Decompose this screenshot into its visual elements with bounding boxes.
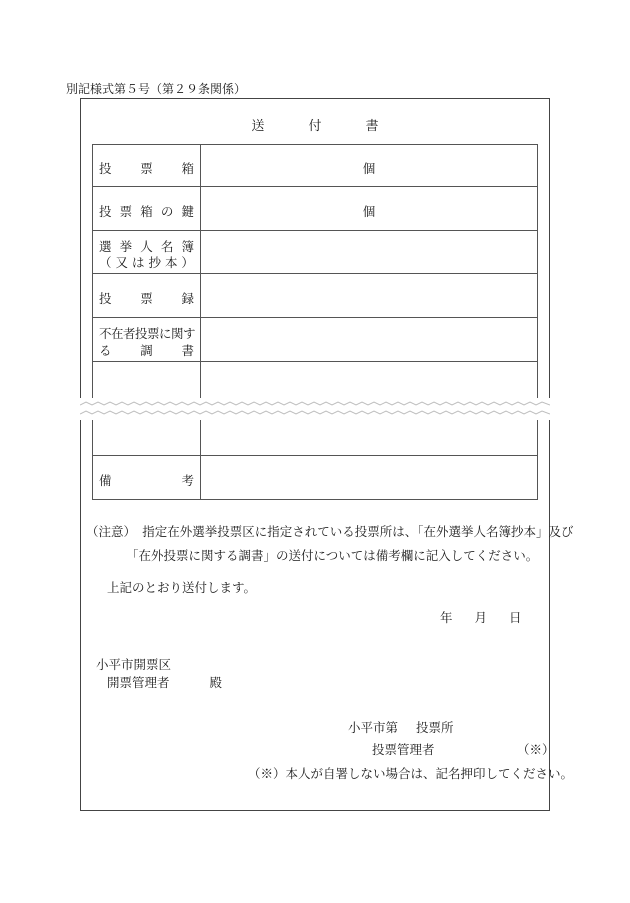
polling-manager-label: 投票管理者 (372, 742, 435, 757)
year-label: 年 (440, 610, 453, 625)
seal-instruction-note: （※）本人が自署しない場合は、記名押印してください。 (248, 766, 574, 781)
title-char: 送 (251, 119, 265, 134)
ballot-box-count-cell[interactable] (201, 145, 537, 186)
document-title (0, 115, 630, 134)
delivery-table (92, 144, 538, 500)
caution-note-line2: 「在外投票に関する調書」の送付については備考欄に記入してください。 (126, 548, 539, 563)
table-row (93, 231, 537, 274)
month-label: 月 (474, 610, 488, 625)
title-char: 付 (308, 119, 322, 134)
form-number-label: 別記様式第５号（第２９条関係） (66, 82, 247, 96)
table-row (93, 274, 537, 318)
row-label: 投 票 箱 の 鍵 (93, 187, 201, 230)
row-label: 選 挙 人 名 簿 （ 又 は 抄 本 ） (93, 231, 201, 273)
station-prefix: 小平市第 (348, 720, 399, 735)
ballot-box-key-count-cell[interactable] (201, 187, 537, 230)
caution-note-line1: （注意） 指定在外選挙投票区に指定されている投票所は、「在外選挙人名簿抄本」及び (86, 524, 574, 539)
addressee-role: 開票管理者 (107, 675, 170, 690)
page-tear-break (80, 398, 550, 420)
row-label: 投 票 録 (93, 274, 201, 317)
remarks-cell[interactable] (201, 456, 537, 499)
table-row (93, 187, 537, 231)
polling-station-line[interactable] (348, 718, 454, 736)
honorific: 殿 (209, 675, 223, 690)
unit-label: 個 (362, 161, 376, 176)
title-char: 書 (365, 119, 379, 134)
signature-mark[interactable]: （※） (517, 742, 555, 757)
addressee-line (107, 673, 222, 691)
station-suffix: 投票所 (416, 720, 454, 735)
voter-list-cell[interactable] (201, 231, 537, 273)
sent-statement: 上記のとおり送付します。 (107, 580, 257, 595)
unit-label: 個 (362, 204, 376, 219)
row-label: 備 考 (93, 456, 201, 499)
table-row (93, 318, 537, 362)
day-label: 日 (509, 610, 522, 625)
row-label: 不在者投票に関す る 調 書 (93, 318, 201, 361)
table-row (93, 456, 537, 500)
absentee-report-cell[interactable] (201, 318, 537, 361)
row-label: 投 票 箱 (93, 145, 201, 186)
voting-record-cell[interactable] (201, 274, 537, 317)
table-row (93, 145, 537, 187)
date-line[interactable] (440, 608, 544, 626)
counting-district-label: 小平市開票区 (96, 657, 172, 672)
